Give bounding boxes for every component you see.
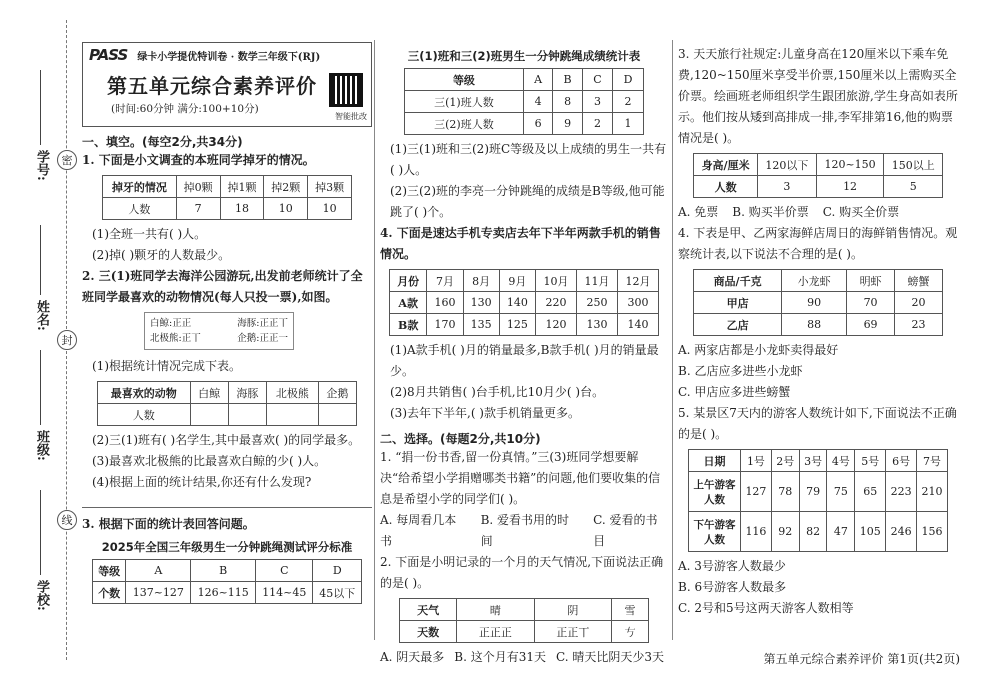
- table-cell: 上午游客人数: [689, 472, 741, 512]
- column-3: [678, 44, 958, 619]
- table-cell: 65: [855, 472, 886, 512]
- table-header: 8月: [463, 270, 499, 292]
- option-c[interactable]: C. 晴天比阴天少3天: [556, 650, 665, 664]
- table-header: A: [523, 69, 552, 91]
- table-header: 等级: [405, 69, 524, 91]
- table-header: 120以下: [758, 154, 817, 176]
- class-rope-table: [404, 68, 644, 135]
- table-header: 最喜欢的动物: [98, 382, 191, 404]
- column-1: [82, 42, 372, 608]
- question-2: 2. 三(1)班同学去海洋公园游玩,出发前老师统计了全班同学最喜欢的动物情况(每人只投一票),如图。: [82, 269, 363, 304]
- table-cell: 92: [771, 512, 799, 552]
- section-heading: 一、填空。(每空2分,共34分): [82, 135, 243, 149]
- table-header: 小龙虾: [782, 270, 847, 292]
- table-header: 掉牙的情况: [103, 176, 177, 198]
- exam-header: [82, 42, 372, 127]
- table-header: C: [582, 69, 612, 91]
- table-cell: 23: [895, 314, 943, 336]
- rope-standard-table: [92, 559, 362, 604]
- table-cell: 156: [917, 512, 948, 552]
- table-cell: 250: [576, 292, 617, 314]
- table-header: A: [126, 560, 191, 582]
- table-cell: 10: [264, 198, 308, 220]
- table-cell: 甲店: [694, 292, 782, 314]
- table-cell: 300: [617, 292, 658, 314]
- qr-code-icon[interactable]: [329, 73, 363, 107]
- table-cell: 6: [523, 113, 552, 135]
- table-cell: 1: [613, 113, 644, 135]
- choice-3[interactable]: 3. 天天旅行社规定:儿童身高在120厘米以下乘车免费,120~150厘米享受半价票,150厘米以上需购买全价票。绘画班老师组织学生跟团旅游,学生身高如表所示。他们按从矮到高排成一排,李军排第16,他的购票情况是( )。: [678, 47, 958, 145]
- answer-cell[interactable]: [190, 404, 228, 426]
- table-cell: 88: [782, 314, 847, 336]
- table-header: 7号: [917, 450, 948, 472]
- table-cell: 140: [499, 292, 535, 314]
- table-header: 1号: [741, 450, 772, 472]
- table-cell: 210: [917, 472, 948, 512]
- table-cell: 130: [463, 292, 499, 314]
- table-header: 11月: [576, 270, 617, 292]
- table-cell: A款: [390, 292, 427, 314]
- question-2-2[interactable]: (2)三(1)班有( )名学生,其中最喜欢( )的同学最多。: [92, 433, 361, 447]
- table-header: 9月: [499, 270, 535, 292]
- phone-sales-table: [389, 269, 659, 336]
- school-label: 学校:: [34, 580, 49, 611]
- table-cell: 126~115: [191, 582, 256, 604]
- option-a[interactable]: A. 两家店都是小龙虾卖得最好: [678, 343, 839, 357]
- table-cell: 8: [553, 91, 583, 113]
- option-a[interactable]: A. 阴天最多: [380, 650, 445, 664]
- table-cell: 246: [886, 512, 917, 552]
- table-header: 白鲸: [190, 382, 228, 404]
- question-4-2[interactable]: (2)8月共销售( )台手机,比10月少( )台。: [390, 385, 605, 399]
- choice-2-options: [380, 647, 668, 668]
- table-header: D: [313, 560, 362, 582]
- series-title: 绿卡小学提优特训卷 · 数学三年级下(RJ): [137, 51, 321, 63]
- table-header: 天气: [400, 599, 457, 621]
- table-cell: 120: [535, 314, 576, 336]
- table-cell: 7: [176, 198, 220, 220]
- table-cell: 5: [884, 176, 943, 198]
- table-cell: 70: [847, 292, 895, 314]
- table-header: 阴: [534, 599, 611, 621]
- tally-entry: 海豚:正正丅: [237, 318, 288, 329]
- table-cell: 90: [782, 292, 847, 314]
- table-cell: 三(2)班人数: [405, 113, 524, 135]
- weather-table: [399, 598, 649, 643]
- table-header: 螃蟹: [895, 270, 943, 292]
- question-4-1[interactable]: (1)A款手机( )月的销量最多,B款手机( )月的销量最少。: [390, 343, 659, 378]
- table-header: 晴: [457, 599, 534, 621]
- table-cell: 116: [741, 512, 772, 552]
- question-1-2[interactable]: (2)掉( )颗牙的人数最少。: [92, 248, 231, 262]
- exam-info: (时间:60分钟 满分:100+10分): [111, 103, 259, 115]
- table-header: 3号: [799, 450, 827, 472]
- table-cell: 82: [799, 512, 827, 552]
- question-4-3[interactable]: (3)去年下半年,( )款手机销量更多。: [390, 406, 580, 420]
- tally-entry: 企鹅:正正一: [237, 333, 288, 344]
- table-cell: 127: [741, 472, 772, 512]
- table-header: 日期: [689, 450, 741, 472]
- table-header: C: [256, 560, 313, 582]
- table-cell: 天数: [400, 621, 457, 643]
- table-cell: 下午游客人数: [689, 512, 741, 552]
- school-line[interactable]: [40, 490, 41, 575]
- student-id-label: 学号:: [34, 150, 49, 181]
- choice-4[interactable]: 4. 下表是甲、乙两家海鲜店周日的海鲜销售情况。观察统计表,以下说法不合理的是( )。: [678, 226, 958, 261]
- table-cell: 人数: [103, 198, 177, 220]
- table-header: 掉2颗: [264, 176, 308, 198]
- table-cell: 137~127: [126, 582, 191, 604]
- answer-cell[interactable]: [228, 404, 266, 426]
- binding-margin: [0, 0, 80, 687]
- answer-cell[interactable]: [318, 404, 356, 426]
- table-cell: 75: [827, 472, 855, 512]
- table-cell: 130: [576, 314, 617, 336]
- choice-3-options: [678, 202, 958, 223]
- table-cell: 9: [553, 113, 583, 135]
- question-1: 1. 下面是小文调查的本班同学掉牙的情况。: [82, 153, 315, 167]
- table-header: 身高/厘米: [694, 154, 758, 176]
- table-header: 6号: [886, 450, 917, 472]
- table-header: B: [553, 69, 583, 91]
- table-cell: 10: [308, 198, 352, 220]
- table-header: 150以上: [884, 154, 943, 176]
- question-3-1[interactable]: (1)三(1)班和三(2)班C等级及以上成绩的男生一共有( )人。: [390, 142, 667, 177]
- table-header: 4号: [827, 450, 855, 472]
- table-cell: 正正正: [457, 621, 534, 643]
- column-divider: [672, 40, 673, 640]
- tooth-loss-table: [102, 175, 352, 220]
- seafood-table: [693, 269, 943, 336]
- class-line[interactable]: [40, 350, 41, 425]
- table-title: 2025年全国三年级男生一分钟跳绳测试评分标准: [101, 540, 353, 554]
- name-label: 姓名:: [34, 300, 49, 331]
- table-header: D: [613, 69, 644, 91]
- table-header: 掉0颗: [176, 176, 220, 198]
- column-divider: [374, 40, 375, 640]
- qr-label: 智能批改: [335, 112, 367, 121]
- table-header: 等级: [93, 560, 126, 582]
- table-cell: 2: [613, 91, 644, 113]
- brand-logo: PASS: [89, 46, 128, 64]
- option-b[interactable]: B. 6号游客人数最多: [678, 580, 787, 594]
- option-a[interactable]: A. 3号游客人数最少: [678, 559, 786, 573]
- option-b[interactable]: B. 这个月有31天: [454, 650, 547, 664]
- table-header: 企鹅: [318, 382, 356, 404]
- table-cell: 3: [758, 176, 817, 198]
- table-cell: 125: [499, 314, 535, 336]
- page-footer: 第五单元综合素养评价 第1页(共2页): [763, 652, 960, 666]
- question-2-1: (1)根据统计情况完成下表。: [92, 359, 241, 373]
- table-header: 7月: [427, 270, 463, 292]
- table-cell: 20: [895, 292, 943, 314]
- question-1-1[interactable]: (1)全班一共有( )人。: [92, 227, 207, 241]
- table-header: 掉1颗: [220, 176, 264, 198]
- table-cell: 69: [847, 314, 895, 336]
- table-header: 2号: [771, 450, 799, 472]
- table-header: 12月: [617, 270, 658, 292]
- option-b[interactable]: B. 乙店应多进些小龙虾: [678, 364, 803, 378]
- table-cell: 𠀁: [612, 621, 649, 643]
- table-cell: 2: [582, 113, 612, 135]
- option-a[interactable]: A. 免票: [678, 205, 719, 219]
- class-label: 班级:: [34, 430, 49, 461]
- answer-line[interactable]: [82, 507, 372, 508]
- question-3-2[interactable]: (2)三(2)班的李亮一分钟跳绳的成绩是B等级,他可能跳了( )个。: [390, 184, 665, 219]
- table-header: 120~150: [816, 154, 884, 176]
- table-cell: 3: [582, 91, 612, 113]
- table-cell: 12: [816, 176, 884, 198]
- table-header: 海豚: [228, 382, 266, 404]
- table-header: 商品/千克: [694, 270, 782, 292]
- table-cell: 个数: [93, 582, 126, 604]
- table-cell: 45以下: [313, 582, 362, 604]
- option-a[interactable]: A. 每周看几本书: [380, 513, 457, 548]
- tally-entry: 北极熊:正丅: [150, 333, 201, 344]
- question-2-4[interactable]: (4)根据上面的统计结果,你还有什么发现?: [92, 475, 312, 489]
- table-cell: 160: [427, 292, 463, 314]
- table-cell: 三(1)班人数: [405, 91, 524, 113]
- table-header: 雪: [612, 599, 649, 621]
- table-cell: 乙店: [694, 314, 782, 336]
- tally-entry: 白鲸:正正: [150, 318, 192, 329]
- table-cell: 正正丅: [534, 621, 611, 643]
- table-cell: 105: [855, 512, 886, 552]
- table-cell: 79: [799, 472, 827, 512]
- seal-xian: 线: [57, 510, 77, 530]
- question-2-3[interactable]: (3)最喜欢北极熊的比最喜欢白鲸的少( )人。: [92, 454, 327, 468]
- table-header: 5号: [855, 450, 886, 472]
- answer-cell[interactable]: [266, 404, 318, 426]
- visitor-table: [688, 449, 948, 552]
- table-header: 10月: [535, 270, 576, 292]
- option-c[interactable]: C. 购买全价票: [822, 205, 900, 219]
- table-cell: 223: [886, 472, 917, 512]
- choice-1-options: [380, 510, 668, 552]
- table-header: 月份: [390, 270, 427, 292]
- table-cell: 140: [617, 314, 658, 336]
- table-cell: 4: [523, 91, 552, 113]
- height-table: [693, 153, 943, 198]
- section-heading: 二、选择。(每题2分,共10分): [380, 432, 541, 446]
- seal-feng: 封: [57, 330, 77, 350]
- table-cell: 人数: [98, 404, 191, 426]
- option-c[interactable]: C. 爱看的书目: [593, 513, 658, 548]
- option-b[interactable]: B. 购买半价票: [732, 205, 809, 219]
- option-b[interactable]: B. 爱看书用的时间: [480, 513, 570, 548]
- question-3: 3. 根据下面的统计表回答问题。: [82, 517, 255, 531]
- student-id-line[interactable]: [40, 70, 41, 145]
- choice-2[interactable]: 2. 下面是小明记录的一个月的天气情况,下面说法正确的是( )。: [380, 555, 664, 590]
- table-header: B: [191, 560, 256, 582]
- table-cell: B款: [390, 314, 427, 336]
- option-c[interactable]: C. 2号和5号这两天游客人数相等: [678, 601, 854, 615]
- table-cell: 人数: [694, 176, 758, 198]
- tally-box: [144, 312, 294, 350]
- page-title: 第五单元综合素养评价: [107, 74, 317, 98]
- choice-1[interactable]: 1. “捐一份书香,留一份真情。”三(3)班同学想要解决“给希望小学捐赠哪类书籍”的问题,他们要收集的信息是希望小学的同学们( )。: [380, 450, 661, 506]
- option-c[interactable]: C. 甲店应多进些螃蟹: [678, 385, 791, 399]
- choice-5[interactable]: 5. 某景区7天内的游客人数统计如下,下面说法不正确的是( )。: [678, 406, 957, 441]
- table-cell: 114~45: [256, 582, 313, 604]
- table-cell: 135: [463, 314, 499, 336]
- question-4: 4. 下面是速达手机专卖店去年下半年两款手机的销售情况。: [380, 226, 661, 261]
- column-2: [380, 44, 668, 668]
- table-header: 明虾: [847, 270, 895, 292]
- table-header: 掉3颗: [308, 176, 352, 198]
- table-cell: 170: [427, 314, 463, 336]
- table-cell: 78: [771, 472, 799, 512]
- table-cell: 47: [827, 512, 855, 552]
- table-title: 三(1)班和三(2)班男生一分钟跳绳成绩统计表: [407, 49, 641, 63]
- table-cell: 220: [535, 292, 576, 314]
- table-header: 北极熊: [266, 382, 318, 404]
- seal-mi: 密: [57, 150, 77, 170]
- favorite-animal-table: [97, 381, 357, 426]
- table-cell: 18: [220, 198, 264, 220]
- name-line[interactable]: [40, 225, 41, 295]
